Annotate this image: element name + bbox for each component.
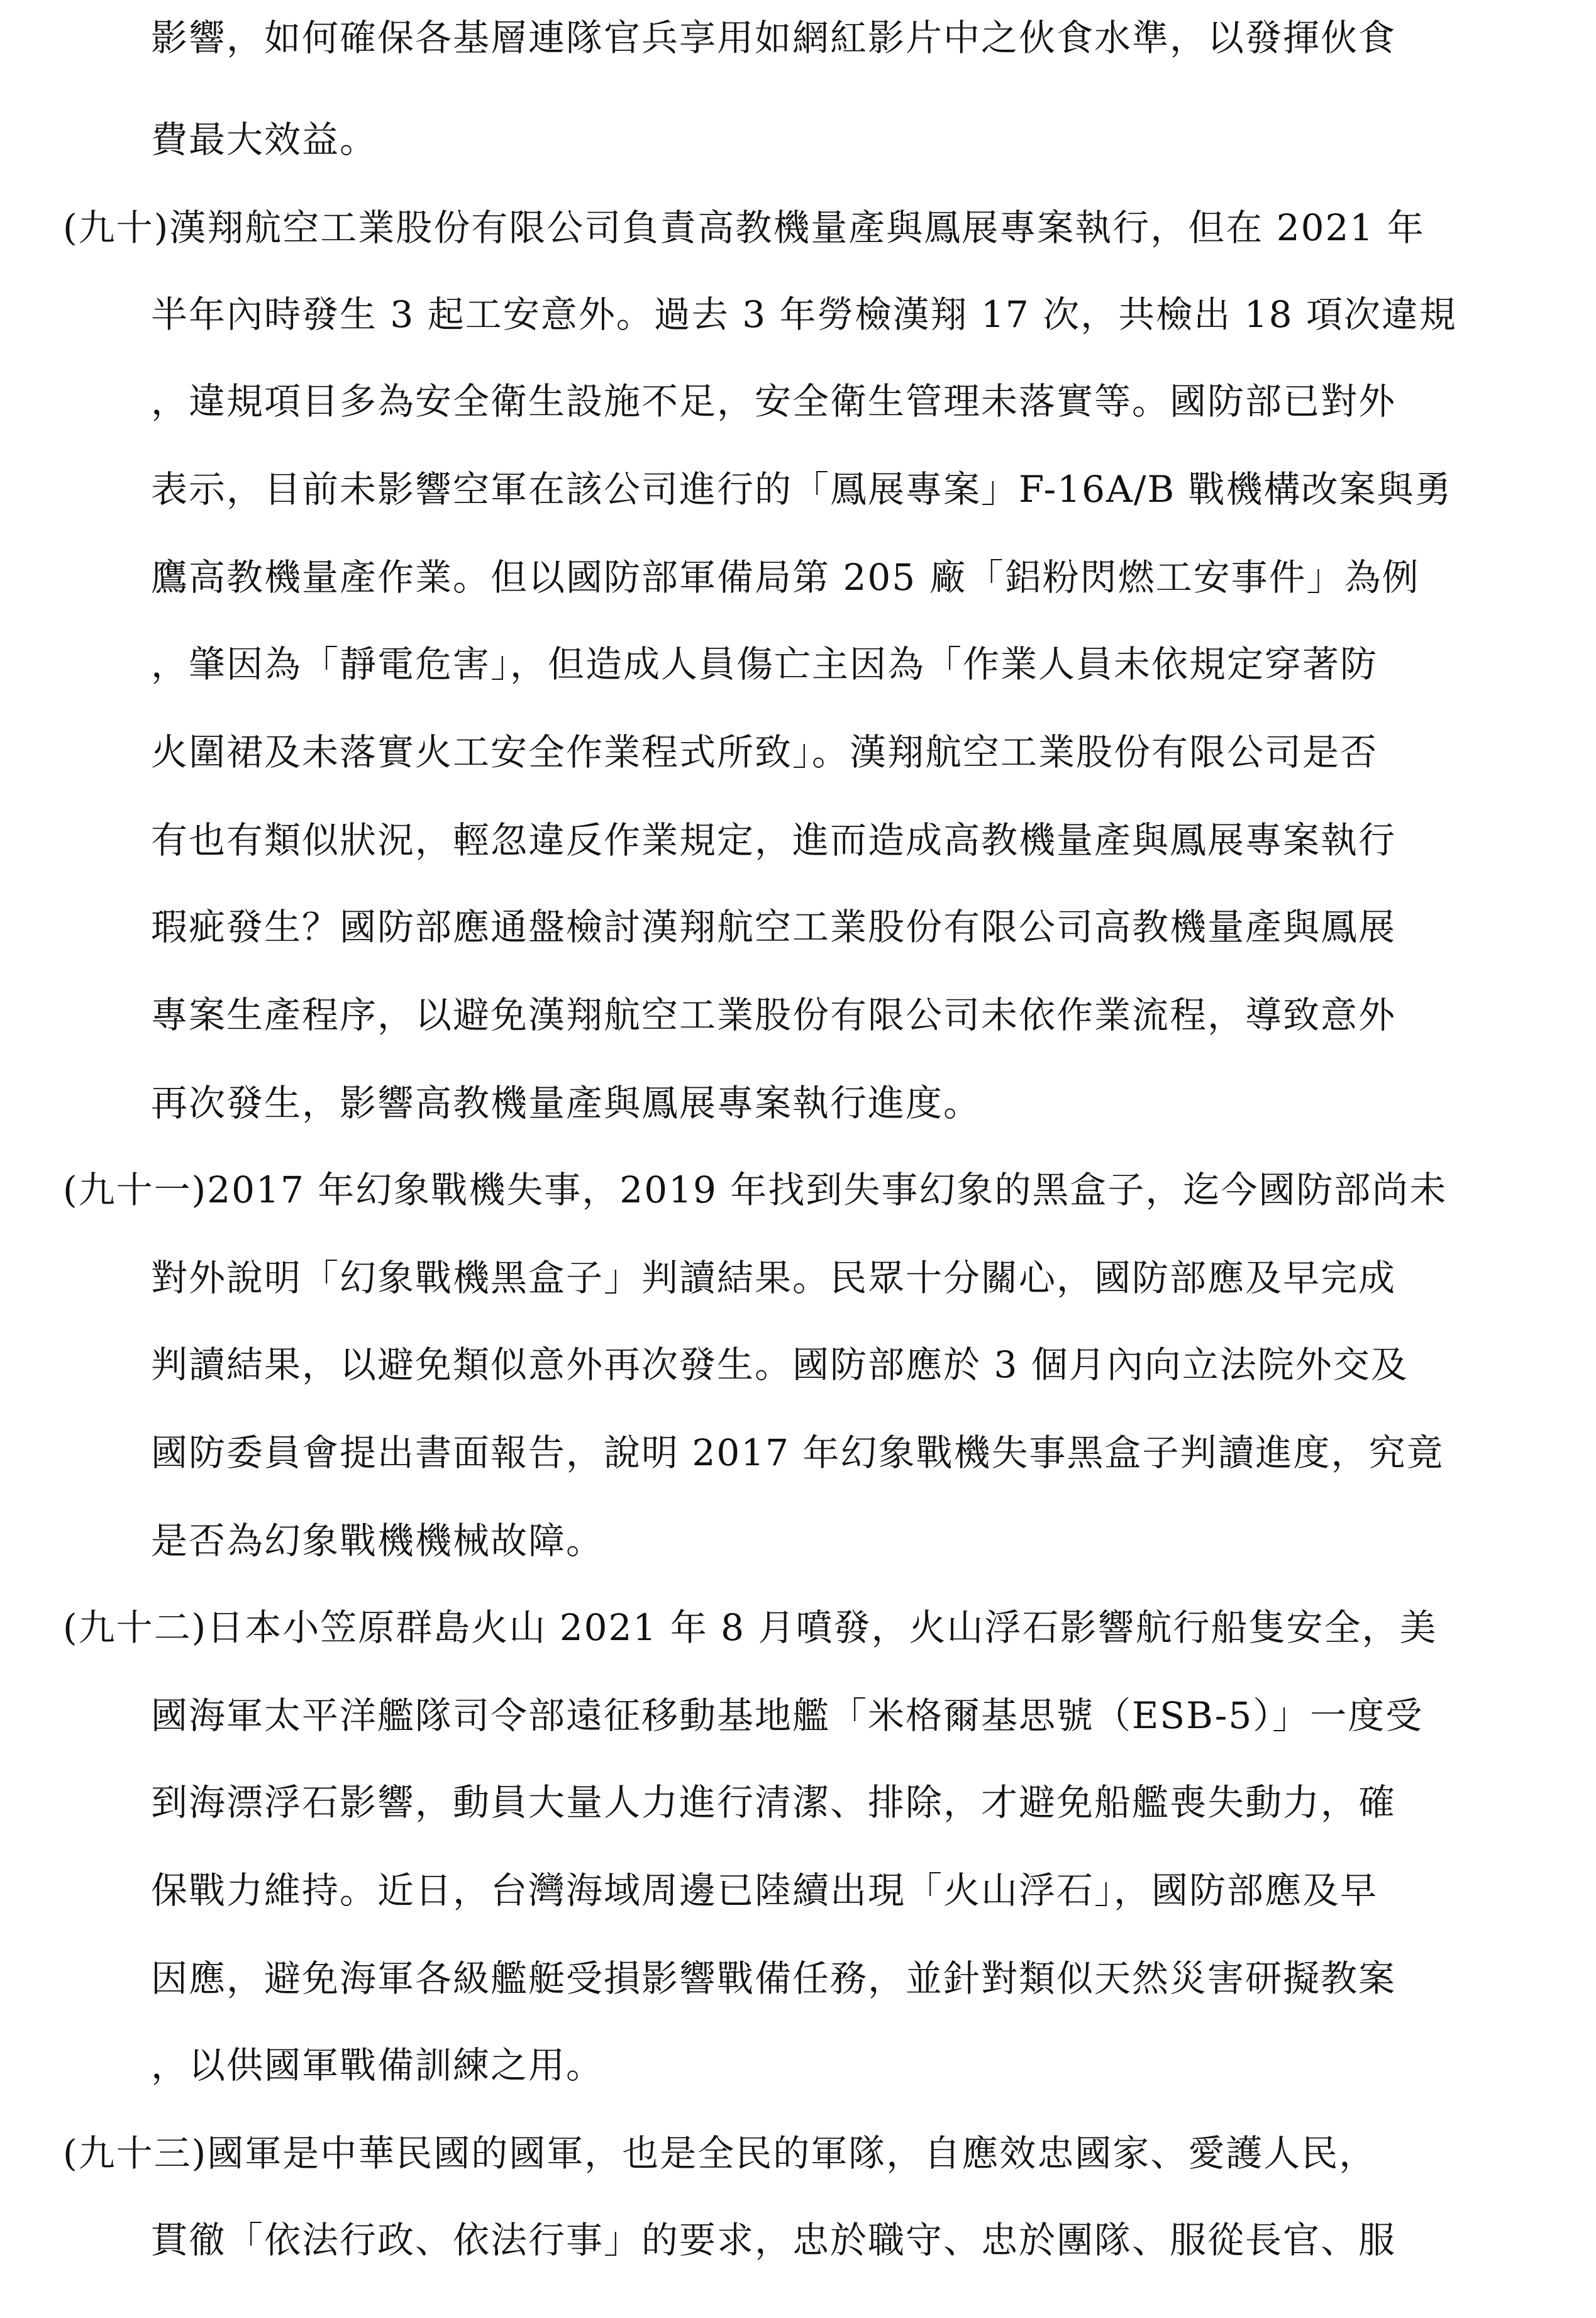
text-line: ，違規項目多為安全衛生設施不足，安全衛生管理未落實等。國防部已對外 [151, 380, 1397, 423]
item-91-heading-line: (九十一)2017 年幻象戰機失事，2019 年找到失事幻象的黑盒子，迄今國防部尚未 [63, 1168, 1448, 1211]
text-line: 火圍裙及未落實火工安全作業程式所致」。漢翔航空工業股份有限公司是否 [151, 731, 1378, 774]
item-90-heading-line: (九十)漢翔航空工業股份有限公司負責高教機量產與鳳展專案執行，但在 2021 年 [63, 206, 1425, 249]
text-line: 貫徹「依法行政、依法行事」的要求，忠於職守、忠於團隊、服從長官、服 [151, 2219, 1397, 2261]
text-line: 費最大效益。 [151, 118, 378, 161]
text-line: 表示，目前未影響空軍在該公司進行的「鳳展專案」F-16A/B 戰機構改案與勇 [151, 468, 1453, 511]
text-line: 對外說明「幻象戰機黑盒子」判讀結果。民眾十分關心，國防部應及早完成 [151, 1256, 1397, 1299]
text-line: 國防委員會提出書面報告，說明 2017 年幻象戰機失事黑盒子判讀進度，究竟 [151, 1431, 1444, 1474]
text-line: 瑕疵發生？國防部應通盤檢討漢翔航空工業股份有限公司高教機量產與鳳展 [151, 906, 1397, 948]
text-line: ，肇因為「靜電危害」，但造成人員傷亡主因為「作業人員未依規定穿著防 [151, 643, 1378, 685]
text-line: 保戰力維持。近日，台灣海域周邊已陸續出現「火山浮石」，國防部應及早 [151, 1869, 1378, 1912]
item-93-heading-line: (九十三)國軍是中華民國的國軍，也是全民的軍隊，自應效忠國家、愛護人民， [63, 2132, 1377, 2175]
text-line: ，以供國軍戰備訓練之用。 [151, 2044, 604, 2087]
text-line: 國海軍太平洋艦隊司令部遠征移動基地艦「米格爾基思號（ESB-5）」一度受 [151, 1694, 1424, 1737]
text-line: 影響，如何確保各基層連隊官兵享用如網紅影片中之伙食水準，以發揮伙食 [151, 16, 1397, 59]
text-line: 到海漂浮石影響，動員大量人力進行清潔、排除，才避免船艦喪失動力，確 [151, 1781, 1397, 1824]
text-line: 專案生產程序，以避免漢翔航空工業股份有限公司未依作業流程，導致意外 [151, 994, 1397, 1036]
item-92-heading-line: (九十二)日本小笠原群島火山 2021 年 8 月噴發，火山浮石影響航行船隻安全，美 [63, 1606, 1438, 1649]
text-line: 因應，避免海軍各級艦艇受損影響戰備任務，並針對類似天然災害研擬教案 [151, 1957, 1397, 2000]
text-line: 半年內時發生 3 起工安意外。過去 3 年勞檢漢翔 17 次，共檢出 18 項次違規 [151, 293, 1457, 336]
text-line: 判讀結果，以避免類似意外再次發生。國防部應於 3 個月內向立法院外交及 [151, 1343, 1409, 1386]
text-line: 再次發生，影響高教機量產與鳳展專案執行進度。 [151, 1082, 982, 1124]
text-line: 鷹高教機量產作業。但以國防部軍備局第 205 廠「鋁粉閃燃工安事件」為例 [151, 556, 1420, 599]
text-line: 有也有類似狀況，輕忽違反作業規定，進而造成高教機量產與鳳展專案執行 [151, 819, 1397, 862]
text-line: 是否為幻象戰機機械故障。 [151, 1519, 604, 1562]
